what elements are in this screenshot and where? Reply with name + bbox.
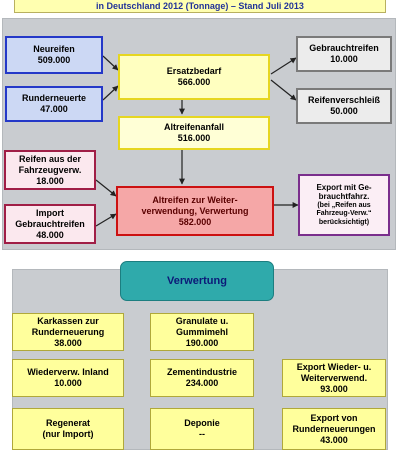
gebrauchtreifen-box bbox=[296, 36, 392, 72]
zement-line1: Zementindustrie bbox=[166, 367, 237, 377]
altreifenanfall-box bbox=[118, 116, 270, 150]
exportrund-line1: Export von bbox=[310, 412, 358, 423]
runderneuerte-value: 47.000 bbox=[40, 104, 68, 114]
zement-value: 234.000 bbox=[185, 378, 219, 388]
wiederverw-box bbox=[12, 359, 124, 397]
import-box bbox=[4, 204, 96, 244]
neureifen-value: 509.000 bbox=[37, 55, 71, 65]
verwertung-header: Verwertung bbox=[120, 261, 274, 301]
deponie-box bbox=[150, 408, 254, 450]
ersatzbedarf-value: 566.000 bbox=[177, 77, 211, 87]
granulate-line1: Granulate u. bbox=[175, 315, 229, 326]
ersatzbedarf-box bbox=[118, 54, 270, 100]
fahrzeugverw-line2: Fahrzeugverw. bbox=[18, 164, 82, 175]
weiterverwendung-line2: verwendung, Verwertung bbox=[141, 205, 249, 216]
ersatzbedarf-label: Ersatzbedarf bbox=[166, 66, 222, 76]
gebrauchtreifen-label: Gebrauchtreifen bbox=[309, 43, 379, 53]
fahrzeugverw-value: 18.000 bbox=[36, 175, 64, 186]
export-line5: berücksichtigt) bbox=[318, 218, 370, 226]
weiterverwendung-box bbox=[116, 186, 274, 236]
export-line4: Fahrzeug-Verw.“ bbox=[316, 210, 372, 218]
altreifenanfall-value: 516.000 bbox=[177, 133, 211, 143]
karkassen-line2: Runderneuerung bbox=[31, 326, 105, 337]
reifenverschleiss-value: 50.000 bbox=[330, 106, 358, 116]
altreifenanfall-label: Altreifenanfall bbox=[163, 122, 224, 132]
karkassen-box bbox=[12, 313, 124, 351]
wiederverw-line1: Wiederverw. Inland bbox=[27, 367, 109, 377]
arrow-to-gebrauchtreifen bbox=[271, 58, 296, 74]
granulate-line2: Gummimehl bbox=[175, 326, 228, 337]
exportrund-box bbox=[282, 408, 386, 450]
deponie-value: -- bbox=[199, 429, 205, 439]
fahrzeugverw-line1: Reifen aus der bbox=[18, 153, 82, 164]
arrow-to-reifenverschleiss bbox=[271, 80, 296, 100]
karkassen-line1: Karkassen zur bbox=[37, 315, 99, 326]
arrow-fahrzeugverw bbox=[96, 180, 116, 196]
export-line3: (bei „Reifen aus bbox=[317, 201, 371, 209]
export-box bbox=[298, 174, 390, 236]
arrow-runderneuerte bbox=[103, 86, 118, 100]
exportwieder-box bbox=[282, 359, 386, 397]
weiterverwendung-value: 582.000 bbox=[178, 216, 212, 227]
regenerat-line2: (nur Import) bbox=[42, 429, 94, 439]
exportwieder-line1: Export Wieder- u. bbox=[296, 361, 372, 372]
exportwieder-line2: Weiterverwend. bbox=[300, 372, 368, 383]
exportwieder-value: 93.000 bbox=[320, 383, 348, 394]
regenerat-box bbox=[12, 408, 124, 450]
weiterverwendung-line1: Altreifen zur Weiter- bbox=[152, 194, 238, 205]
zement-box bbox=[150, 359, 254, 397]
neureifen-box bbox=[5, 36, 103, 74]
karkassen-value: 38.000 bbox=[54, 337, 82, 348]
export-line2: brauchtfahrz. bbox=[318, 192, 370, 202]
page-title: in Deutschland 2012 (Tonnage) – Stand Juli 2013 bbox=[14, 0, 386, 13]
arrow-neureifen bbox=[103, 56, 118, 70]
wiederverw-value: 10.000 bbox=[54, 378, 82, 388]
runderneuerte-box bbox=[5, 86, 103, 122]
granulate-value: 190.000 bbox=[185, 337, 219, 348]
granulate-box bbox=[150, 313, 254, 351]
arrow-import bbox=[96, 214, 116, 226]
gebrauchtreifen-value: 10.000 bbox=[330, 54, 358, 64]
runderneuerte-label: Runderneuerte bbox=[21, 93, 86, 103]
exportrund-value: 43.000 bbox=[320, 434, 348, 445]
neureifen-label: Neureifen bbox=[33, 44, 75, 54]
exportrund-line2: Runderneuerungen bbox=[292, 423, 376, 434]
export-line1: Export mit Ge- bbox=[316, 182, 372, 192]
fahrzeugverw-box bbox=[4, 150, 96, 190]
regenerat-line1: Regenerat bbox=[45, 418, 90, 428]
import-value: 48.000 bbox=[36, 229, 64, 240]
import-line2: Gebrauchtreifen bbox=[15, 218, 85, 229]
import-line1: Import bbox=[36, 207, 64, 218]
deponie-line1: Deponie bbox=[184, 418, 220, 428]
reifenverschleiss-box bbox=[296, 88, 392, 124]
reifenverschleiss-label: Reifenverschleiß bbox=[307, 95, 381, 105]
